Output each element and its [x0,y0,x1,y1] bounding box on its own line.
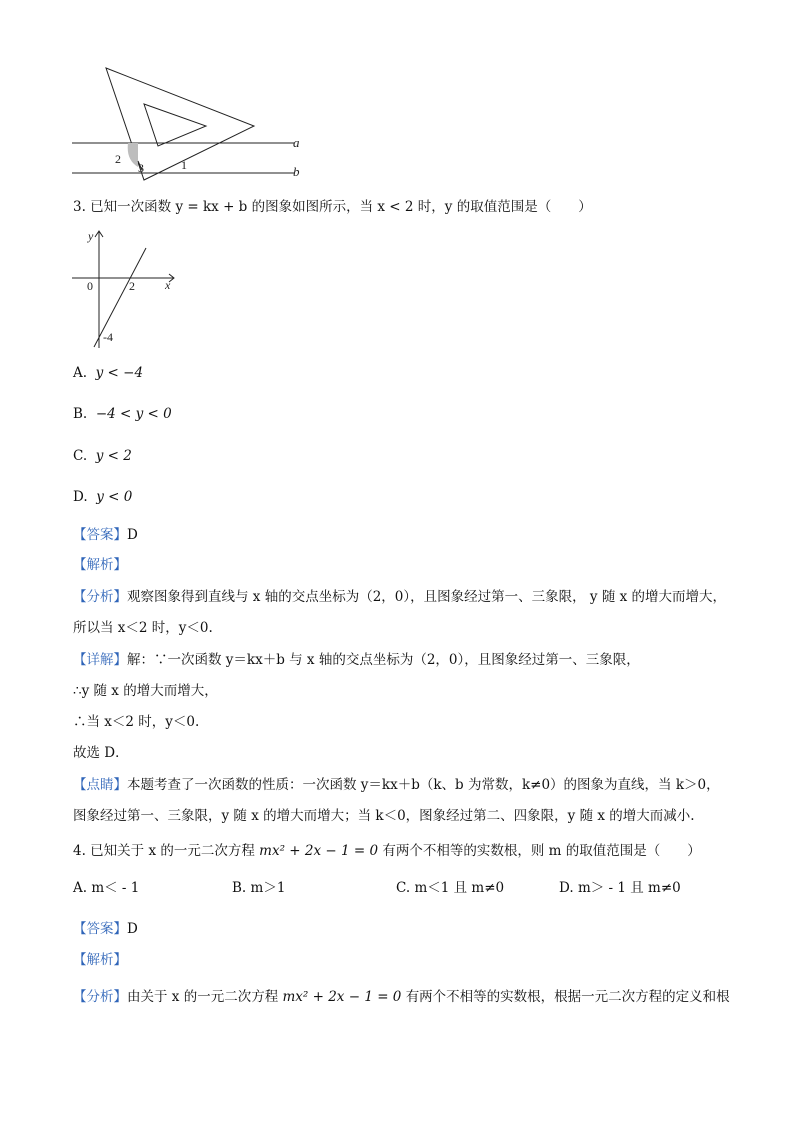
q3-answer: 【答案】D [73,527,138,543]
q3-option-c: C. y < 2 [73,448,132,464]
q3-option-b: B. −4 < y < 0 [73,406,172,422]
angle-2-shade [128,143,138,167]
q4-fenxi-line1: 【分析】由关于 x 的一元二次方程 mx² + 2x − 1 = 0 有两个不相等的实数根，根据一元二次方程的定义和根 [73,989,730,1005]
angle-3-label: 3 [138,161,144,175]
angle-2-label: 2 [115,152,121,166]
angle-1-label: 1 [181,158,187,172]
q4-option-d: D. m＞ - 1 且 m≠0 [559,880,681,896]
triangle-parallel-figure [66,60,316,185]
q4-answer: 【答案】D [73,921,138,937]
q3-option-d: D. y < 0 [73,489,133,505]
q4-option-b: B. m＞1 [232,880,286,896]
q3-line-graph [66,226,186,352]
q3-question: 3. 已知一次函数 y = kx + b 的图象如图所示，当 x < 2 时，y 的取值范围是（ ） [73,199,592,215]
label-a: a [293,135,300,150]
q3-dianjing-line1: 【点睛】本题考查了一次函数的性质：一次函数 y＝kx＋b（k、b 为常数，k≠0）的图象为直线，当 k＞0， [73,777,720,793]
q3-option-a: A. y < −4 [73,365,144,381]
q4-equation: mx² + 2x − 1 = 0 [259,843,379,859]
q3-fenxi-line2: 所以当 x＜2 时，y＜0. [73,620,213,636]
q4-option-c: C. m＜1 且 m≠0 [396,880,505,896]
y-axis-label: y [88,229,94,243]
q3-xiangjie-line4: 故选 D． [73,745,129,761]
q3-dianjing-line2: 图象经过第一、三象限，y 随 x 的增大而增大；当 k＜0，图象经过第二、四象限，y 随 x 的增大而减小. [73,808,695,824]
origin-label: 0 [87,279,93,293]
y-intercept-label: -4 [103,330,113,344]
q3-fenxi-line1: 【分析】观察图象得到直线与 x 轴的交点坐标为（2，0），且图象经过第一、三象限， y 随 x 的增大而增大， [73,589,727,605]
x-axis-label: x [165,278,171,292]
q3-xiangjie-line3: ∴当 x＜2 时，y＜0. [73,714,200,730]
q3-xiangjie-line2: ∴y 随 x 的增大而增大， [73,683,218,699]
q3-xiangjie-line1: 【详解】解：∵一次函数 y＝kx＋b 与 x 轴的交点坐标为（2，0），且图象经过第一、三象限， [73,652,640,668]
q4-analysis-heading: 【解析】 [73,952,127,968]
set-square [106,68,254,180]
x-intercept-label: 2 [129,279,135,293]
label-b: b [293,164,300,179]
q4-option-a: A. m＜ - 1 [73,880,140,896]
answer-tag: 【答案】 [73,527,127,543]
q4-question: 4. 已知关于 x 的一元二次方程 mx² + 2x − 1 = 0 有两个不相等的实数根，则 m 的取值范围是（ ） [73,843,701,859]
q3-analysis-heading: 【解析】 [73,557,127,573]
function-line [94,248,146,347]
